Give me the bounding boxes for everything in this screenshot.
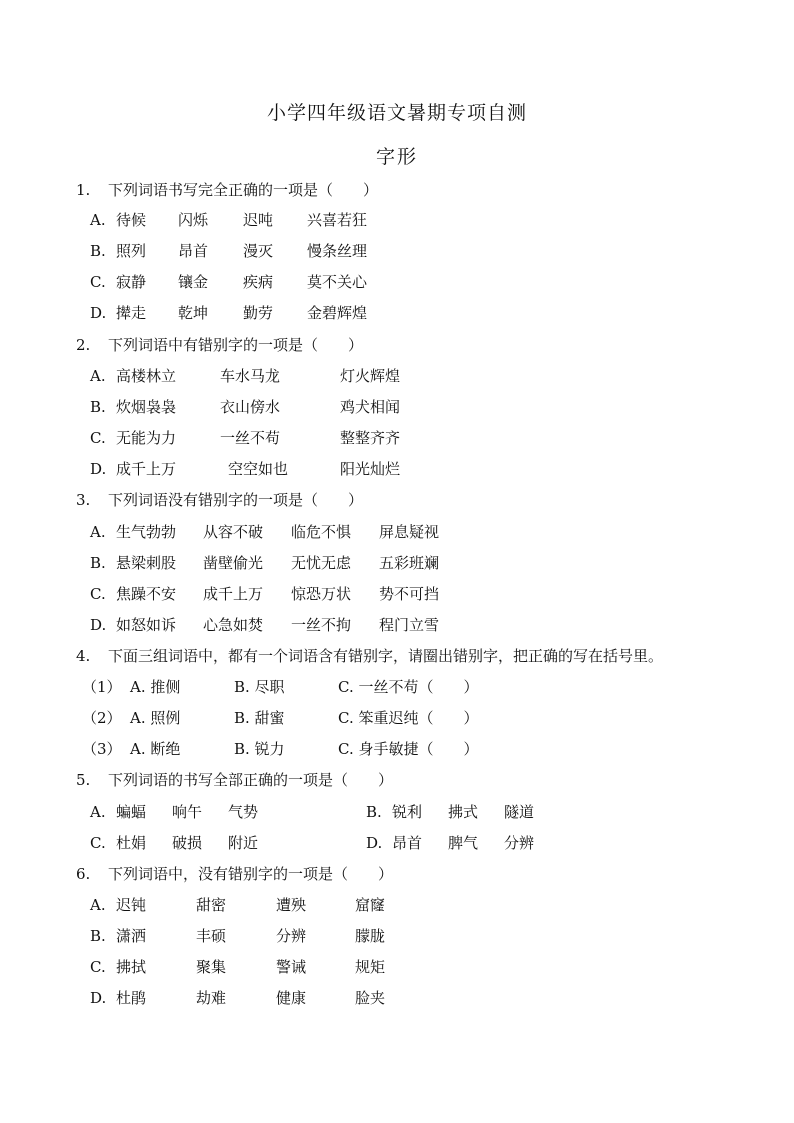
option-word: 空空如也 [228,460,289,478]
option-word: 慢条丝理 [307,242,368,260]
subgroup-option: B. 甜蜜 [234,709,285,727]
option-word: 响午 [172,803,203,821]
option-word: 衣山傍水 [220,398,281,416]
page-title: 小学四年级语文暑期专项自测 [266,102,527,124]
question-number: 4. [76,647,91,665]
option-label: D. [366,834,383,852]
question-text: 下列词语中有错别字的一项是（ ） [108,336,364,354]
option-word: 高楼林立 [116,367,177,385]
option-word: 潇洒 [116,927,147,945]
option-label: D. [90,460,107,478]
option-word: 无能为力 [116,429,177,447]
option-word: 镶金 [178,273,209,291]
option-word: 脸夹 [355,989,386,1007]
page-subtitle: 字形 [375,146,418,168]
option-label: A. [90,896,106,914]
option-label: A. [90,523,106,541]
question-5 [76,770,393,790]
question-4 [76,646,663,666]
option-label: C. [90,429,106,447]
option-word: 警诫 [276,958,307,976]
option-word: 附近 [228,834,259,852]
option-word: 气势 [228,803,259,821]
option-label: D. [90,304,107,322]
option-label: B. [90,554,106,572]
option-word: 杜娟 [116,834,147,852]
option-word: 灯火辉煌 [340,367,401,385]
question-number: 1. [76,181,91,199]
option-word: 兴喜若狂 [307,211,368,229]
option-label: D. [90,989,107,1007]
option-word: 程门立雪 [379,616,440,634]
option-word: 杜鹃 [116,989,147,1007]
subgroup-option: B. 尽职 [234,678,285,696]
option-word: 隧道 [504,803,535,821]
option-word: 遭殃 [276,896,307,914]
subgroup-option: C. 一丝不苟（ ） [338,678,479,696]
option-word: 整整齐齐 [340,429,401,447]
subgroup-option: C. 笨重迟纯（ ） [338,709,479,727]
option-word: 莫不关心 [307,273,368,291]
option-label: A. [90,211,106,229]
option-word: 成千上万 [116,460,177,478]
option-label: B. [366,803,382,821]
option-word: 昂首 [178,242,209,260]
option-word: 寂静 [116,273,147,291]
option-label: C. [90,273,106,291]
question-number: 5. [76,771,91,789]
question-number: 3. [76,491,91,509]
option-word: 破损 [172,834,203,852]
question-text: 下列词语书写完全正确的一项是（ ） [108,181,379,199]
option-word: 分辨 [504,834,535,852]
option-word: 乾坤 [178,304,209,322]
option-word: 待候 [116,211,147,229]
option-word: 临危不惧 [291,523,352,541]
subgroup-option: A. 断绝 [130,740,181,758]
option-word: 丰硕 [196,927,227,945]
option-label: C. [90,834,106,852]
option-word: 迟吨 [243,211,274,229]
subgroup-label: （1） [82,678,122,696]
option-label: B. [90,242,106,260]
option-label: C. [90,958,106,976]
subgroup-label: （3） [82,740,122,758]
question-number: 6. [76,865,91,883]
option-word: 锐利 [392,803,423,821]
option-word: 脾气 [448,834,479,852]
subgroup-option: B. 锐力 [234,740,285,758]
option-label: B. [90,398,106,416]
option-word: 拂式 [448,803,479,821]
option-word: 心急如焚 [203,616,264,634]
option-word: 漫灭 [243,242,274,260]
option-word: 分辨 [276,927,307,945]
option-label: C. [90,585,106,603]
option-word: 昂首 [392,834,423,852]
option-word: 焦躁不安 [116,585,177,603]
option-word: 撵走 [116,304,147,322]
option-word: 无忧无虑 [291,554,352,572]
option-word: 规矩 [355,958,386,976]
option-word: 健康 [276,989,307,1007]
subgroup-label: （2） [82,709,122,727]
option-word: 劫难 [196,989,227,1007]
option-label: D. [90,616,107,634]
option-word: 悬梁刺股 [116,554,177,572]
option-word: 凿壁偷光 [203,554,264,572]
option-word: 炊烟袅袅 [116,398,177,416]
option-word: 车水马龙 [220,367,281,385]
option-word: 鸡犬相闻 [340,398,401,416]
question-1 [76,180,378,200]
option-word: 甜密 [196,896,227,914]
option-word: 照列 [116,242,147,260]
option-word: 勤劳 [243,304,274,322]
option-word: 从容不破 [203,523,264,541]
option-word: 一丝不拘 [291,616,352,634]
option-word: 窟窿 [355,896,386,914]
option-word: 阳光灿烂 [340,460,401,478]
option-word: 屏息疑视 [379,523,440,541]
question-2 [76,335,363,355]
option-word: 朦胧 [355,927,386,945]
option-label: A. [90,367,106,385]
option-word: 拂拭 [116,958,147,976]
subgroup-option: C. 身手敏捷（ ） [338,740,479,758]
option-word: 金碧辉煌 [307,304,368,322]
option-word: 如怒如诉 [116,616,177,634]
option-word: 势不可挡 [379,585,440,603]
question-6 [76,864,393,884]
option-label: A. [90,803,106,821]
option-word: 闪烁 [178,211,209,229]
option-label: B. [90,927,106,945]
option-word: 疾病 [243,273,274,291]
option-word: 惊恐万状 [291,585,352,603]
option-word: 生气勃勃 [116,523,177,541]
option-word: 五彩班斓 [379,554,440,572]
option-word: 蝙蝠 [116,803,147,821]
question-3 [76,490,363,510]
option-word: 聚集 [196,958,227,976]
question-text: 下面三组词语中，都有一个词语含有错别字，请圈出错别字，把正确的写在括号里。 [108,647,664,665]
subgroup-option: A. 照例 [130,709,181,727]
option-word: 迟钝 [116,896,147,914]
subgroup-option: A. 推侧 [130,678,181,696]
question-text: 下列词语的书写全部正确的一项是（ ） [108,771,394,789]
option-word: 成千上万 [203,585,264,603]
question-number: 2. [76,336,91,354]
question-text: 下列词语中，没有错别字的一项是（ ） [108,865,394,883]
question-text: 下列词语没有错别字的一项是（ ） [108,491,364,509]
option-word: 一丝不苟 [220,429,281,447]
